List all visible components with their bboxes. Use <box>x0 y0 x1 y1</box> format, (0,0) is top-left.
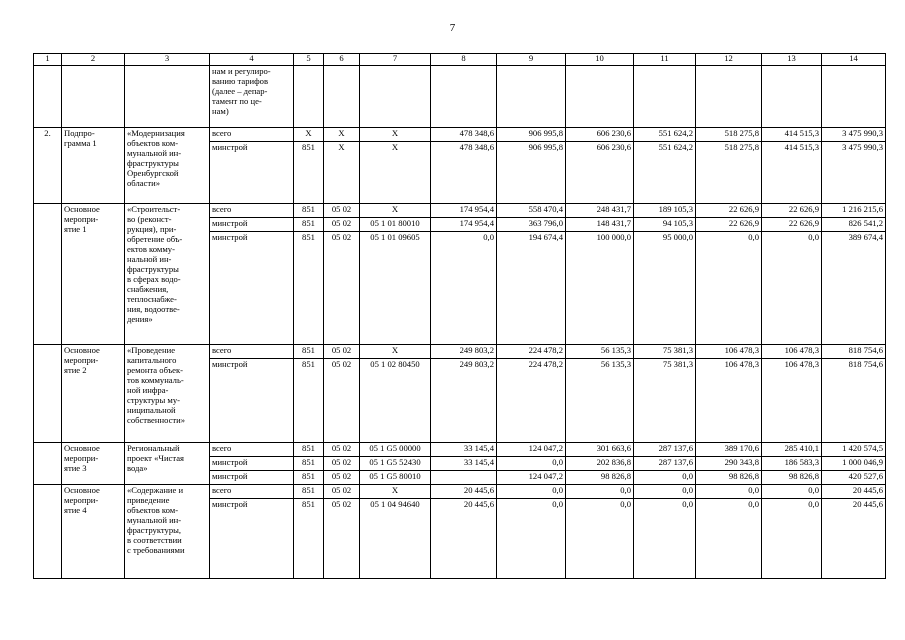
header-cell: 5 <box>294 54 324 66</box>
section-title <box>125 485 210 579</box>
code-cell: Х <box>324 142 360 204</box>
section-number <box>34 204 62 345</box>
amount-cell: 248 431,7 <box>566 204 634 218</box>
header-cell: 11 <box>634 54 696 66</box>
executor-cell: всего <box>210 443 294 457</box>
amount-cell: 148 431,7 <box>566 218 634 232</box>
code-cell: Х <box>360 485 431 499</box>
continuation-text: нам и регулиро- ванию тарифов (далее – депар- тамент по це- нам) <box>212 66 271 116</box>
amount-cell: 249 803,2 <box>431 359 497 443</box>
amount-cell: 551 624,2 <box>634 128 696 142</box>
code-cell: 05 02 <box>324 485 360 499</box>
amount-cell: 186 583,3 <box>762 457 822 471</box>
amount-cell: 285 410,1 <box>762 443 822 457</box>
section-title-text: «Модернизация объектов ком- мунальной ин- фраструктуры Оренбургской области» <box>127 128 185 188</box>
amount-cell: 389 674,4 <box>822 232 886 345</box>
amount-cell: 98 826,8 <box>696 471 762 485</box>
executor-cell: всего <box>210 128 294 142</box>
header-cell: 3 <box>125 54 210 66</box>
amount-cell: 0,0 <box>566 499 634 579</box>
amount-cell: 606 230,6 <box>566 128 634 142</box>
code-cell: 05 02 <box>324 345 360 359</box>
amount-cell: 20 445,6 <box>431 499 497 579</box>
header-cell: 14 <box>822 54 886 66</box>
amount-cell: 0,0 <box>431 232 497 345</box>
section-name <box>62 485 125 579</box>
header-cell: 9 <box>497 54 566 66</box>
page-number: 7 <box>449 22 456 34</box>
code-cell: Х <box>324 128 360 142</box>
code-cell: 851 <box>294 499 324 579</box>
amount-cell: 0,0 <box>497 499 566 579</box>
section-name-text: Основное меропри- ятие 1 <box>64 204 100 234</box>
amount-cell: 906 995,8 <box>497 128 566 142</box>
amount-cell: 0,0 <box>634 485 696 499</box>
executor-cell: всего <box>210 204 294 218</box>
code-cell: 05 02 <box>324 443 360 457</box>
amount-cell: 478 348,6 <box>431 142 497 204</box>
amount-cell: 3 475 990,3 <box>822 128 886 142</box>
section-name <box>62 345 125 443</box>
table-row <box>34 485 886 499</box>
code-cell: 05 1 02 80450 <box>360 359 431 443</box>
amount-cell <box>431 471 497 485</box>
code-cell: 05 1 01 80010 <box>360 218 431 232</box>
amount-cell: 363 796,0 <box>497 218 566 232</box>
table-cell <box>294 66 324 128</box>
amount-cell: 818 754,6 <box>822 359 886 443</box>
code-cell: 05 1 04 94640 <box>360 499 431 579</box>
amount-cell: 174 954,4 <box>431 218 497 232</box>
amount-cell: 56 135,3 <box>566 359 634 443</box>
amount-cell: 818 754,6 <box>822 345 886 359</box>
table-cell <box>566 66 634 128</box>
section-title <box>125 345 210 443</box>
table-cell <box>62 66 125 128</box>
executor-cell: минстрой <box>210 232 294 345</box>
executor-cell: минстрой <box>210 142 294 204</box>
code-cell: 05 02 <box>324 232 360 345</box>
amount-cell: 518 275,8 <box>696 142 762 204</box>
amount-cell: 906 995,8 <box>497 142 566 204</box>
code-cell: Х <box>294 128 324 142</box>
header-cell: 12 <box>696 54 762 66</box>
amount-cell: 224 478,2 <box>497 359 566 443</box>
section-number <box>34 345 62 443</box>
amount-cell: 389 170,6 <box>696 443 762 457</box>
amount-cell: 0,0 <box>634 499 696 579</box>
executor-cell: всего <box>210 485 294 499</box>
amount-cell: 0,0 <box>497 457 566 471</box>
code-cell: Х <box>360 128 431 142</box>
amount-cell: 606 230,6 <box>566 142 634 204</box>
amount-cell: 1 216 215,6 <box>822 204 886 218</box>
header-cell: 8 <box>431 54 497 66</box>
code-cell: 05 02 <box>324 457 360 471</box>
amount-cell: 56 135,3 <box>566 345 634 359</box>
amount-cell: 106 478,3 <box>762 345 822 359</box>
amount-cell: 478 348,6 <box>431 128 497 142</box>
code-cell: 851 <box>294 142 324 204</box>
table-cell <box>324 66 360 128</box>
header-cell: 7 <box>360 54 431 66</box>
amount-cell: 0,0 <box>762 232 822 345</box>
header-cell: 1 <box>34 54 62 66</box>
section-title-text: «Проведение капитального ремонта объек- тов коммуналь- ной инфра- структуры му- ниципальной собственности» <box>127 345 186 425</box>
code-cell: 851 <box>294 204 324 218</box>
code-cell: 851 <box>294 471 324 485</box>
section-title <box>125 204 210 345</box>
continuation-executor <box>210 66 294 128</box>
section-number <box>34 485 62 579</box>
amount-cell: 106 478,3 <box>696 345 762 359</box>
code-cell: 05 1 G5 52430 <box>360 457 431 471</box>
amount-cell: 0,0 <box>696 232 762 345</box>
table-cell <box>360 66 431 128</box>
amount-cell: 189 105,3 <box>634 204 696 218</box>
continuation-row <box>34 66 886 128</box>
amount-cell: 100 000,0 <box>566 232 634 345</box>
amount-cell: 20 445,6 <box>822 485 886 499</box>
code-cell: Х <box>360 345 431 359</box>
section-name <box>62 128 125 204</box>
amount-cell: 0,0 <box>634 471 696 485</box>
amount-cell: 3 475 990,3 <box>822 142 886 204</box>
table-row <box>34 443 886 457</box>
code-cell: 05 1 01 09605 <box>360 232 431 345</box>
amount-cell: 95 000,0 <box>634 232 696 345</box>
section-name-text: Подпро- грамма 1 <box>64 128 97 148</box>
amount-cell: 551 624,2 <box>634 142 696 204</box>
amount-cell: 249 803,2 <box>431 345 497 359</box>
executor-cell: всего <box>210 345 294 359</box>
header-row <box>34 54 886 66</box>
amount-cell: 124 047,2 <box>497 471 566 485</box>
amount-cell: 0,0 <box>497 485 566 499</box>
amount-cell: 0,0 <box>696 499 762 579</box>
table-cell <box>696 66 762 128</box>
table-row <box>34 204 886 218</box>
code-cell: 05 02 <box>324 204 360 218</box>
section-name-text: Основное меропри- ятие 3 <box>64 443 100 473</box>
amount-cell: 33 145,4 <box>431 443 497 457</box>
executor-cell: минстрой <box>210 218 294 232</box>
amount-cell: 33 145,4 <box>431 457 497 471</box>
amount-cell: 558 470,4 <box>497 204 566 218</box>
executor-cell: минстрой <box>210 471 294 485</box>
code-cell: 851 <box>294 443 324 457</box>
table-cell <box>34 66 62 128</box>
amount-cell: 0,0 <box>696 485 762 499</box>
section-number: 2. <box>34 128 62 204</box>
amount-cell: 414 515,3 <box>762 128 822 142</box>
amount-cell: 224 478,2 <box>497 345 566 359</box>
amount-cell: 518 275,8 <box>696 128 762 142</box>
budget-table <box>33 53 886 579</box>
amount-cell: 20 445,6 <box>822 499 886 579</box>
code-cell: 05 1 G5 80010 <box>360 471 431 485</box>
amount-cell: 174 954,4 <box>431 204 497 218</box>
table-cell <box>431 66 497 128</box>
code-cell: Х <box>360 142 431 204</box>
amount-cell: 0,0 <box>762 499 822 579</box>
amount-cell: 22 626,9 <box>762 204 822 218</box>
amount-cell: 0,0 <box>566 485 634 499</box>
code-cell: 851 <box>294 485 324 499</box>
amount-cell: 202 836,8 <box>566 457 634 471</box>
code-cell: 05 02 <box>324 471 360 485</box>
amount-cell: 826 541,2 <box>822 218 886 232</box>
amount-cell: 414 515,3 <box>762 142 822 204</box>
header-cell: 13 <box>762 54 822 66</box>
amount-cell: 287 137,6 <box>634 457 696 471</box>
code-cell: 851 <box>294 218 324 232</box>
section-name-text: Основное меропри- ятие 2 <box>64 345 100 375</box>
amount-cell: 20 445,6 <box>431 485 497 499</box>
section-title-text: Региональный проект «Чистая вода» <box>127 443 185 473</box>
section-title <box>125 128 210 204</box>
amount-cell: 106 478,3 <box>762 359 822 443</box>
header-cell: 6 <box>324 54 360 66</box>
executor-cell: минстрой <box>210 457 294 471</box>
amount-cell: 0,0 <box>762 485 822 499</box>
header-cell: 4 <box>210 54 294 66</box>
amount-cell: 75 381,3 <box>634 345 696 359</box>
table-cell <box>822 66 886 128</box>
amount-cell: 124 047,2 <box>497 443 566 457</box>
amount-cell: 22 626,9 <box>696 218 762 232</box>
amount-cell: 1 000 046,9 <box>822 457 886 471</box>
amount-cell: 22 626,9 <box>762 218 822 232</box>
amount-cell: 98 826,8 <box>566 471 634 485</box>
section-name-text: Основное меропри- ятие 4 <box>64 485 100 515</box>
amount-cell: 106 478,3 <box>696 359 762 443</box>
section-number <box>34 443 62 485</box>
table-cell <box>125 66 210 128</box>
header-cell: 2 <box>62 54 125 66</box>
amount-cell: 1 420 574,5 <box>822 443 886 457</box>
code-cell: 851 <box>294 359 324 443</box>
table-row <box>34 128 886 142</box>
table-cell <box>497 66 566 128</box>
code-cell: 851 <box>294 232 324 345</box>
amount-cell: 94 105,3 <box>634 218 696 232</box>
code-cell: 851 <box>294 457 324 471</box>
code-cell: 05 02 <box>324 359 360 443</box>
code-cell: 05 02 <box>324 499 360 579</box>
code-cell: 851 <box>294 345 324 359</box>
header-cell: 10 <box>566 54 634 66</box>
executor-cell: минстрой <box>210 499 294 579</box>
amount-cell: 290 343,8 <box>696 457 762 471</box>
section-name <box>62 443 125 485</box>
amount-cell: 98 826,8 <box>762 471 822 485</box>
executor-cell: минстрой <box>210 359 294 443</box>
table-cell <box>634 66 696 128</box>
code-cell: 05 1 G5 00000 <box>360 443 431 457</box>
table-row <box>34 345 886 359</box>
amount-cell: 301 663,6 <box>566 443 634 457</box>
amount-cell: 22 626,9 <box>696 204 762 218</box>
section-title-text: «Строительст- во (реконст- рукция), при- обретение объ- ектов комму- нальной ин- фраструктуры в сферах водо- снабжения, теплоснабже- ния, водоотве- дения» <box>127 204 183 324</box>
amount-cell: 194 674,4 <box>497 232 566 345</box>
section-title-text: «Содержание и приведение объектов ком- мунальной ин- фраструктуры, в соответствии с требованиями <box>127 485 185 555</box>
code-cell: Х <box>360 204 431 218</box>
table-cell <box>762 66 822 128</box>
amount-cell: 287 137,6 <box>634 443 696 457</box>
section-name <box>62 204 125 345</box>
code-cell: 05 02 <box>324 218 360 232</box>
amount-cell: 75 381,3 <box>634 359 696 443</box>
amount-cell: 420 527,6 <box>822 471 886 485</box>
section-title <box>125 443 210 485</box>
